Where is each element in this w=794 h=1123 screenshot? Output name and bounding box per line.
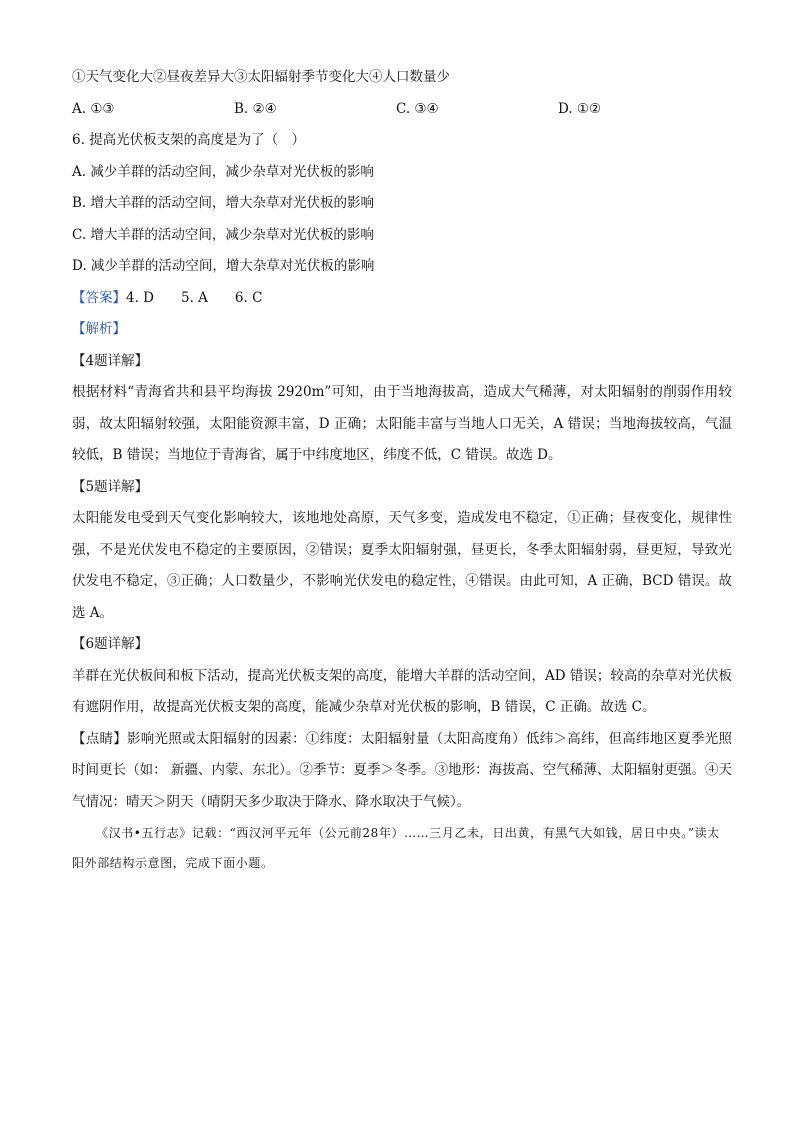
answer-line — [72, 283, 732, 315]
tip-body: 影响光照或太阳辐射的因素：①纬度：太阳辐射量（太阳高度角）低纬＞高纬，但高纬地区夏季光照时间更长（如： 新疆、内蒙、东北）。②季节：夏季＞冬季。③地形：海拔高、空气稀薄、太阳辐射更强。④天气情况：晴天＞阴天（晴阴天多少取决于降水、降水取决于气候）。 — [72, 730, 733, 810]
next-material: 《汉书•五行志》记载：“西汉河平元年（公元前28年）……三月乙未，日出黄，有黑气大如钱，居日中央。”读太阳外部结构示意图，完成下面小题。 — [72, 826, 720, 870]
tip-paragraph — [72, 724, 732, 819]
q4-detail-title: 【4题详解】 — [72, 352, 149, 369]
q4-detail-body: 根据材料“青海省共和县平均海拔 2920m”可知，由于当地海拔高，造成大气稀薄，对太阳辐射的削弱作用较弱，故太阳辐射较强，太阳能资源丰富，D 正确；太阳能丰富与当地人口无关，A 错误；当地海拔较高，气温较低，B 错误；当地位于青海省，属于中纬度地区，纬度不低，C 错误。故选 D。 — [72, 384, 732, 463]
q5-detail-body: 太阳能发电受到天气变化影响较大，该地地处高原，天气多变，造成发电不稳定，①正确；昼夜变化，规律性强，不是光伏发电不稳定的主要原因，②错误；夏季太阳辐射强，昼更长，冬季太阳辐射弱，昼更短，导致光伏发电不稳定，③正确；人口数量少，不影响光伏发电的稳定性，④错误。由此可知，A 正确，BCD 错误。故选 A。 — [72, 510, 732, 621]
document-page — [72, 62, 732, 878]
option-c: C. ③④ — [396, 100, 439, 117]
option-a: A. ①③ — [72, 100, 115, 117]
question-6-option-a: A. 减少羊群的活动空间，减少杂草对光伏板的影响 — [72, 163, 374, 180]
q6-detail-title: 【6题详解】 — [72, 636, 149, 652]
answer-label: 【答案】 — [72, 289, 126, 306]
analysis-label: 【解析】 — [72, 321, 126, 337]
option-d: D. ①② — [558, 100, 602, 117]
question-6-option-b: B. 增大羊群的活动空间，增大杂草对光伏板的影响 — [72, 195, 375, 211]
question-6-stem: 6. 提高光伏板支架的高度是为了（ ） — [72, 132, 306, 148]
q6-detail-body: 羊群在光伏板间和板下活动，提高光伏板支架的高度，能增大羊群的活动空间，AD 错误；较高的杂草对光伏板有遮阴作用，故提高光伏板支架的高度，能减少杂草对光伏板的影响，B 错误，C 正确。故选 C。 — [72, 667, 732, 715]
question-6-option-d: D. 减少羊群的活动空间，增大杂草对光伏板的影响 — [72, 258, 375, 274]
tip-label: 【点睛】 — [72, 730, 128, 747]
option-b: B. ②④ — [234, 100, 277, 117]
question-5-options — [72, 94, 732, 126]
q5-detail-title: 【5题详解】 — [72, 478, 149, 495]
answer-text: 4. D 5. A 6. C — [126, 289, 263, 306]
question-5-stem: ①天气变化大②昼夜差异大③太阳辐射季节变化大④人口数量少 — [72, 69, 450, 85]
question-6-option-c: C. 增大羊群的活动空间，减少杂草对光伏板的影响 — [72, 226, 374, 243]
